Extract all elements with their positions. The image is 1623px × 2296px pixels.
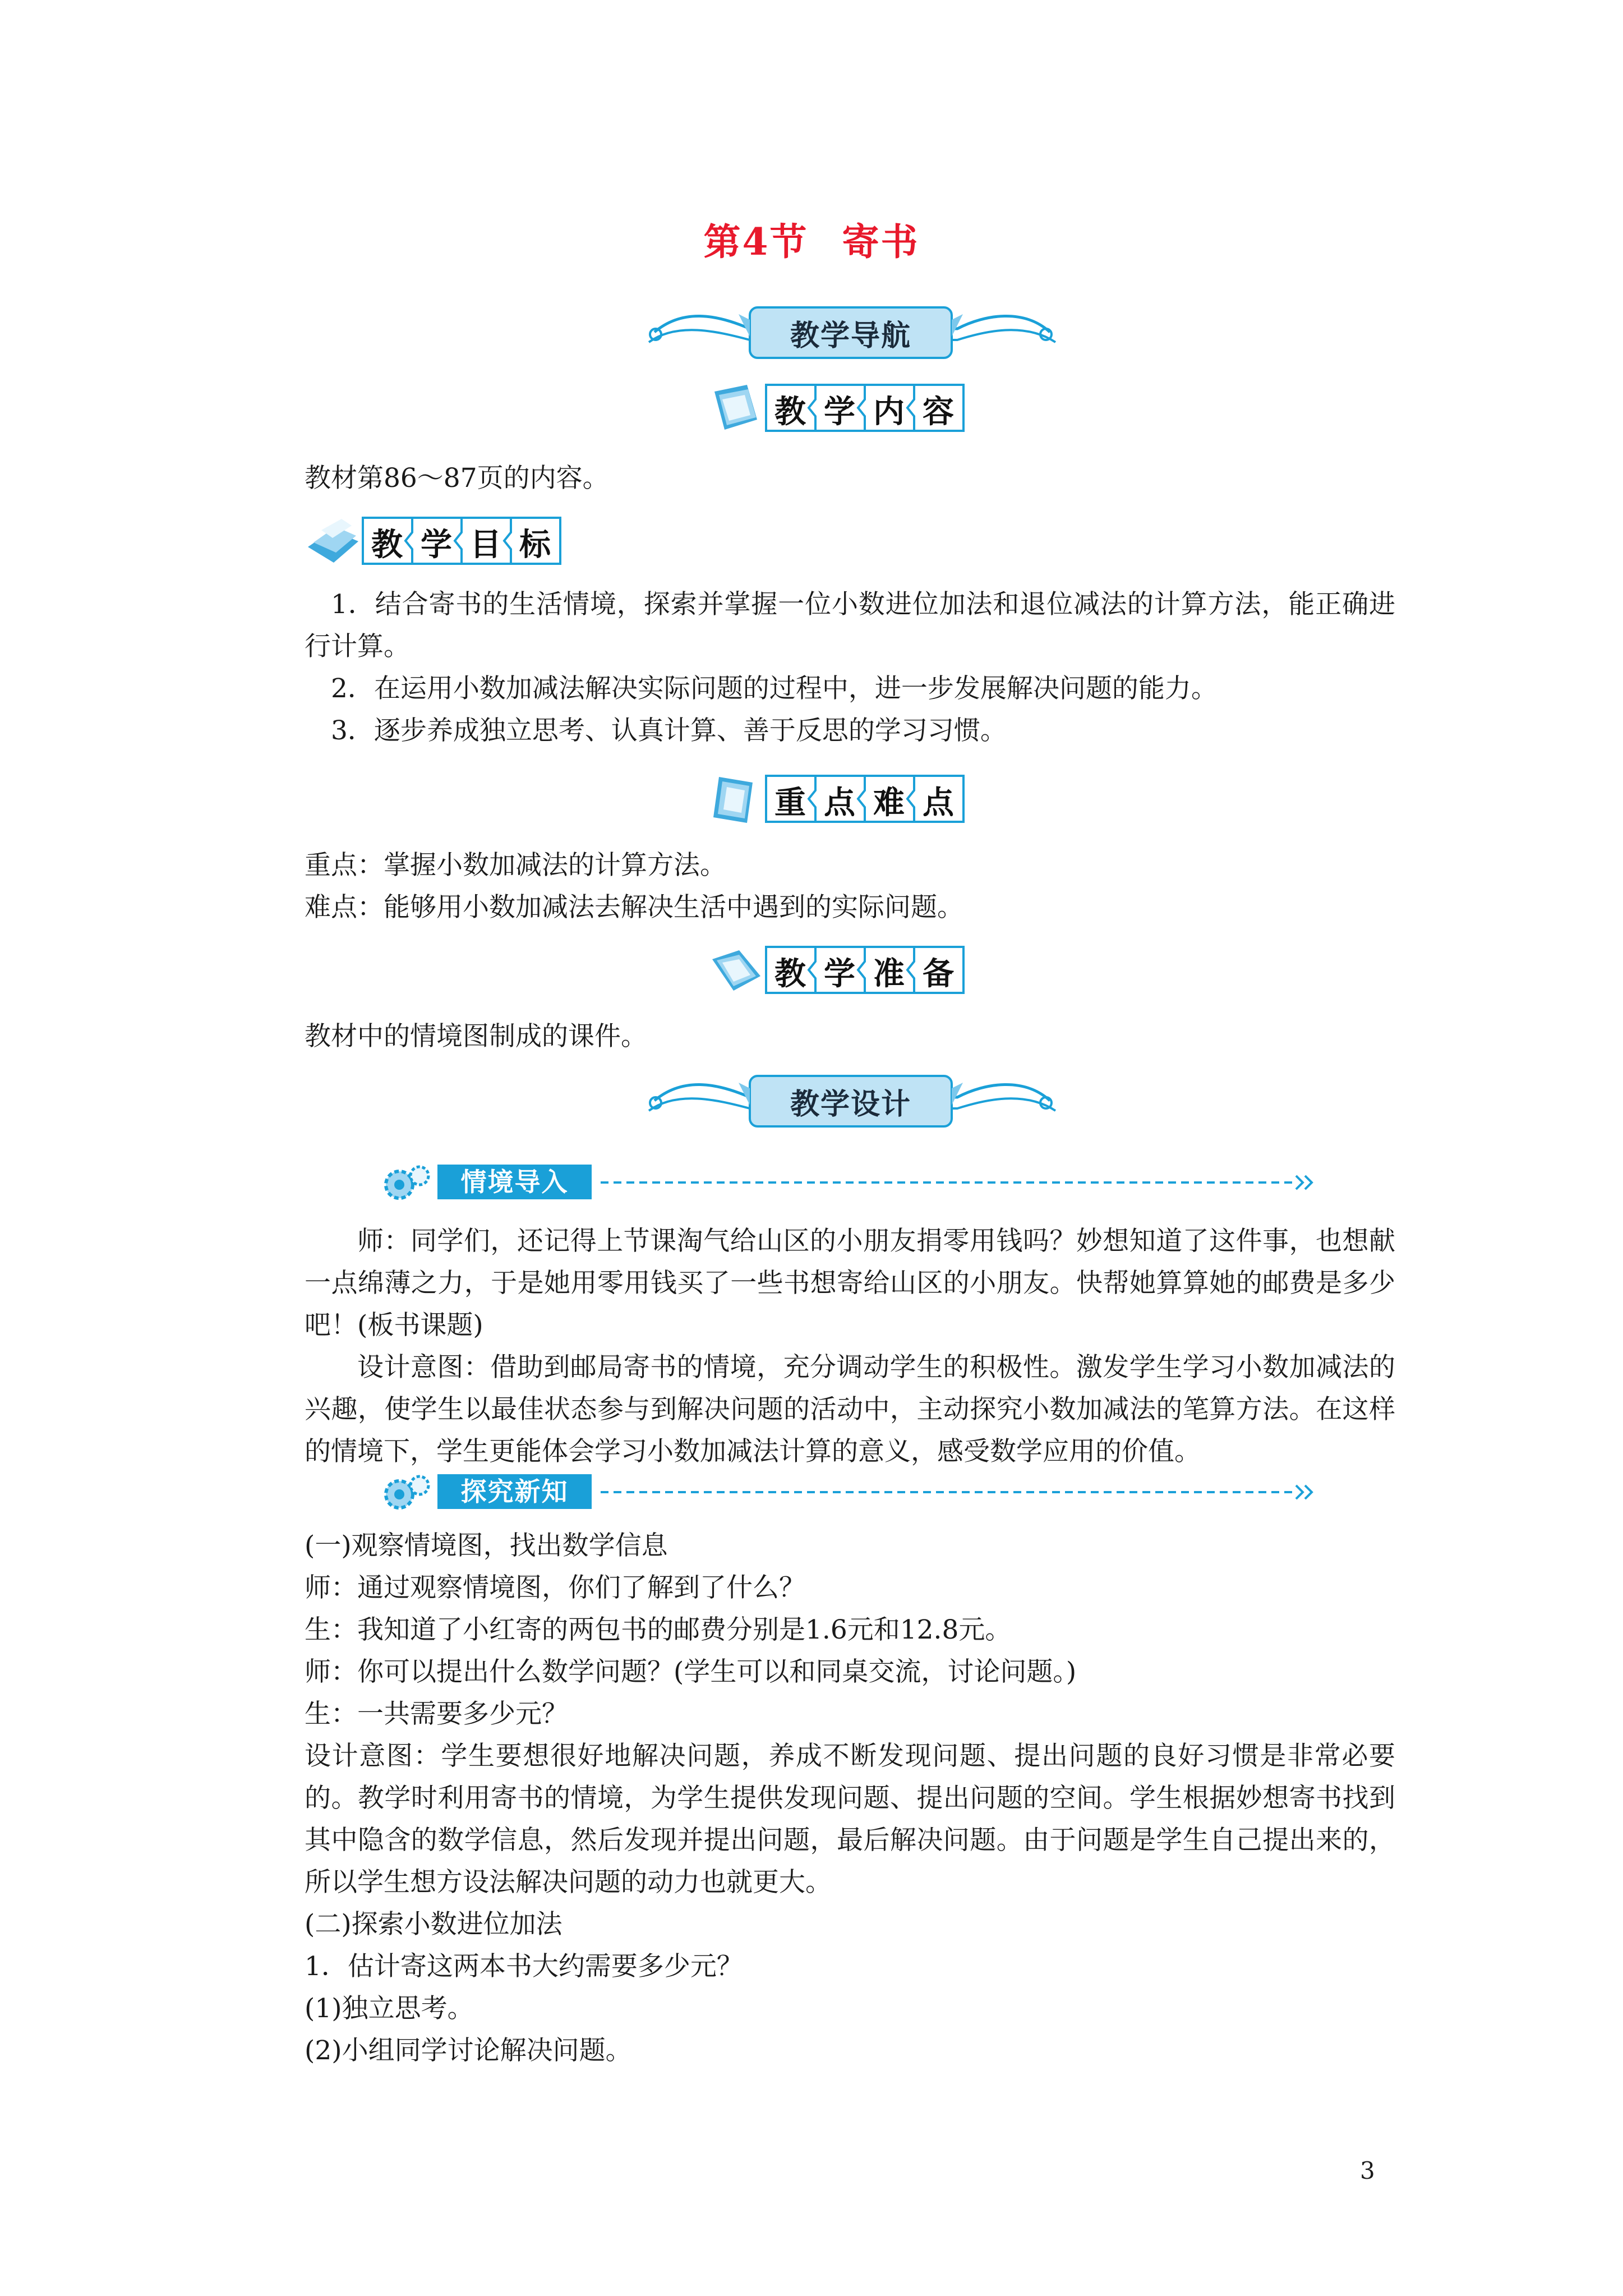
key-point: 重点：掌握小数加减法的计算方法。 [305,850,726,881]
ribbon-label: 教学设计 [790,1088,911,1121]
dashed-arrow-line [595,1470,1318,1515]
explore-line-3: 生：我知道了小红寄的两包书的邮费分别是1.6元和12.8元。 [305,1614,1012,1645]
papers-icon [708,771,764,827]
content-text: 教材第86～87页的内容。 [305,463,609,494]
heading-teaching-content: 教 学 内 容 [708,380,977,436]
section-number: 第4节 [703,220,809,264]
explore-line-8: 1．估计寄这两本书大约需要多少元？ [305,1951,743,1982]
difficult-point: 难点：能够用小数加减法去解决生活中遇到的实际问题。 [305,892,963,923]
explore-line-7: (二)探索小数进位加法 [305,1909,562,1940]
page-number: 3 [1360,2157,1375,2184]
stack-icon [708,942,764,999]
ribbon-teaching-design [643,1066,1058,1133]
section-name: 寄书 [842,220,920,264]
goal-2: 2．在运用小数加减法解决实际问题的过程中，进一步发展解决问题的能力。 [331,673,1218,704]
gear-icon [379,1470,435,1515]
folder-icon [708,380,764,436]
explore-design-intent: 设计意图：学生要想很好地解决问题，养成不断发现问题、提出问题的良好习惯是非常必要的。教学时利用寄书的情境，为学生提供发现问题、提出问题的空间。学生根据妙想寄书找到其中隐含的数学信息，然后发现并提出问题，最后解决问题。由于问题是学生自己提出来的，所以学生想方设法解决问题的动力也就更大。 [305,1741,1395,1898]
tag-explore [379,1470,1321,1515]
page-title [0,212,1623,265]
explore-line-1: (一)观察情境图，找出数学信息 [305,1530,668,1561]
intro-design-intent: 设计意图：借助到邮局寄书的情境，充分调动学生的积极性。激发学生学习小数加减法的兴趣，使学生以最佳状态参与到解决问题的活动中，主动探究小数加减法的笔算方法。在这样的情境下，学生更能体会学习小数加减法计算的意义，感受数学应用的价值。 [305,1352,1395,1467]
gear-icon [379,1160,435,1205]
tag-label: 情境导入 [437,1165,592,1199]
tag-intro [379,1160,1321,1205]
intro-teacher-line: 师：同学们，还记得上节课淘气给山区的小朋友捐零用钱吗？妙想知道了这件事，也想献一点绵薄之力，于是她用零用钱买了一些书想寄给山区的小朋友。快帮她算算她的邮费是多少吧！(板书课题) [305,1226,1395,1341]
explore-line-9: (1)独立思考。 [305,1993,474,2024]
dashed-arrow-line [595,1160,1318,1205]
tag-label: 探究新知 [437,1474,592,1509]
goal-1: 1．结合寄书的生活情境，探索并掌握一位小数进位加法和退位减法的计算方法，能正确进行计算。 [305,589,1395,662]
heading-key-points: 重 点 难 点 [708,771,977,827]
prep-text: 教材中的情境图制成的课件。 [305,1021,647,1052]
heading-teaching-goals: 教 学 目 标 [305,513,574,569]
ribbon-teaching-nav [643,297,1058,365]
explore-line-2: 师：通过观察情境图，你们了解到了什么？ [305,1572,805,1603]
goal-3: 3．逐步养成独立思考、认真计算、善于反思的学习习惯。 [331,715,1007,746]
explore-line-10: (2)小组同学讨论解决问题。 [305,2035,632,2066]
books-icon [305,513,361,569]
ribbon-label: 教学导航 [790,319,911,353]
explore-line-5: 生：一共需要多少元？ [305,1699,568,1729]
heading-teaching-prep: 教 学 准 备 [708,942,977,999]
explore-line-4: 师：你可以提出什么数学问题？(学生可以和同桌交流，讨论问题。) [305,1657,1077,1687]
